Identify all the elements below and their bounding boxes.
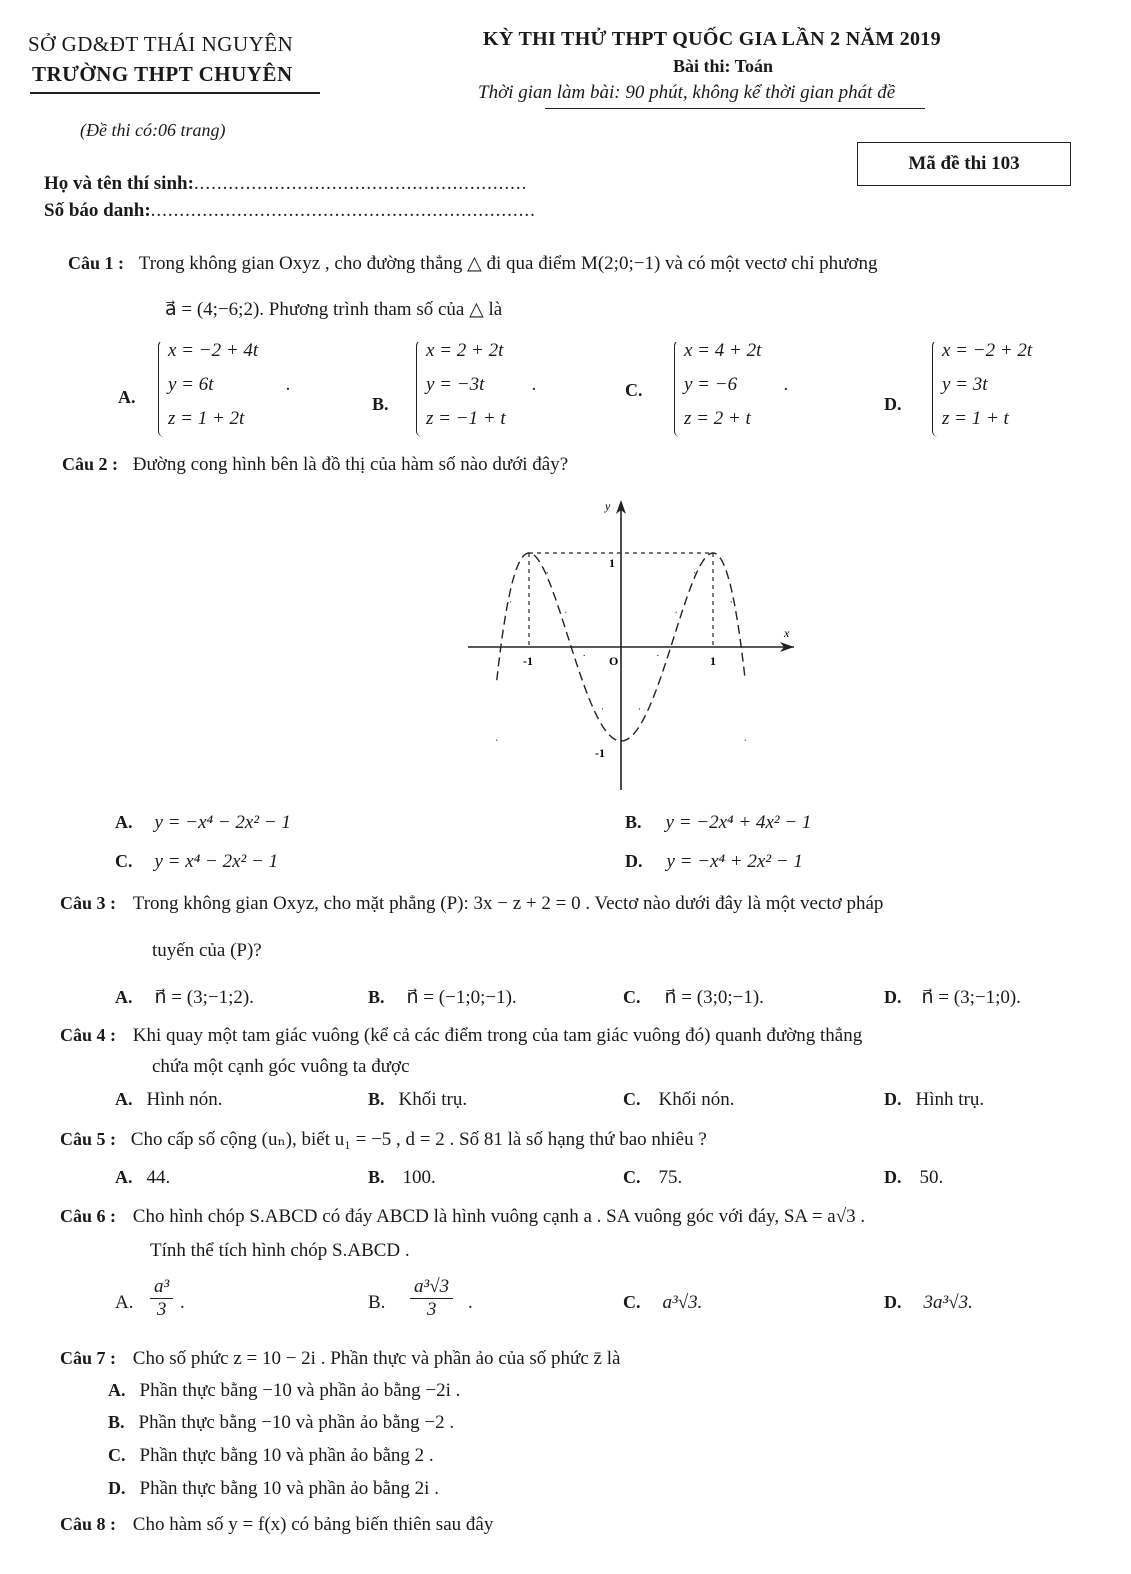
- header-divider-left: [30, 92, 320, 94]
- option-label: B.: [368, 987, 385, 1007]
- fraction-denominator: 3: [426, 1299, 437, 1320]
- option-label: D.: [884, 1167, 902, 1187]
- system-line: y = −6: [684, 374, 738, 395]
- exam-time: Thời gian làm bài: 90 phút, không kể thời gian phát đề: [478, 82, 896, 103]
- y-tick-neg1: -1: [595, 746, 605, 760]
- exam-title: KỲ THI THỬ THPT QUỐC GIA LẦN 2 NĂM 2019: [483, 28, 941, 50]
- school-name: TRƯỜNG THPT CHUYÊN: [32, 62, 293, 86]
- option-text: 50.: [919, 1167, 944, 1188]
- question-4-text-2: chứa một cạnh góc vuông ta được: [152, 1056, 410, 1077]
- option-label: D.: [884, 1089, 902, 1109]
- option-label: C.: [623, 1089, 641, 1109]
- exam-subject: Bài thi: Toán: [673, 56, 774, 76]
- data-point: [510, 601, 511, 602]
- system-line: x = 2 + 2t: [426, 340, 504, 361]
- origin-label: O: [609, 654, 619, 668]
- option-label: B.: [108, 1412, 125, 1432]
- option-text: Phần thực bằng −10 và phần ảo bằng −2i .: [139, 1380, 461, 1401]
- data-point: [496, 740, 497, 741]
- q5-option-a: [115, 1167, 170, 1189]
- q1-option-b-system: [416, 340, 566, 436]
- option-text: Phần thực bằng 10 và phần ảo bằng 2i .: [139, 1478, 439, 1499]
- data-point: [620, 740, 621, 741]
- q1-option-a-system: [158, 340, 308, 436]
- system-line: z = 1 + t: [942, 408, 1009, 429]
- option-label: B.: [368, 1167, 385, 1187]
- option-label: B.: [368, 1089, 385, 1109]
- option-text: 100.: [402, 1167, 436, 1188]
- question-text: Cho hàm số y = f(x) có bảng biến thiên sau đây: [132, 1514, 494, 1535]
- data-point: [565, 612, 566, 613]
- option-label: C.: [623, 1292, 641, 1312]
- question-label: Câu 2 :: [62, 454, 119, 474]
- data-point: [745, 740, 746, 741]
- data-point: [547, 572, 548, 573]
- system-line: x = −2 + 4t: [168, 340, 259, 361]
- system-line: z = 1 + 2t: [168, 408, 245, 429]
- option-text: 44.: [146, 1167, 171, 1188]
- q3-option-b: [368, 986, 517, 1009]
- q6-option-b-fraction: [410, 1276, 453, 1321]
- option-text: n⃗ = (−1;0;−1).: [406, 987, 517, 1008]
- brace: [158, 340, 165, 437]
- x-tick-neg1: -1: [523, 654, 533, 668]
- option-label: A.: [115, 987, 133, 1007]
- q4-option-c: [623, 1089, 735, 1111]
- option-label: A.: [115, 1089, 133, 1109]
- x-tick-1: 1: [710, 654, 716, 668]
- option-text: Khối nón.: [658, 1089, 735, 1110]
- function-graph: [468, 492, 808, 794]
- q6-option-d: [884, 1292, 973, 1314]
- data-point: [639, 708, 640, 709]
- question-text: Cho số phức z = 10 − 2i . Phần thực và phần ảo của số phức z̄ là: [132, 1348, 621, 1369]
- fraction-numerator: a³: [150, 1276, 173, 1299]
- option-text: Phần thực bằng −10 và phần ảo bằng −2 .: [138, 1412, 455, 1433]
- exam-code-box: [857, 142, 1071, 186]
- q2-option-a: [115, 812, 291, 834]
- q1-option-c-system: [674, 340, 824, 436]
- question-text: Trong không gian Oxyz , cho đường thẳng △ đi qua điểm M(2;0;−1) và có một vectơ chỉ phương: [138, 253, 878, 274]
- option-text: 75.: [658, 1167, 683, 1188]
- page-count-note: (Đề thi có:06 trang): [80, 120, 226, 140]
- option-text: n⃗ = (3;−1;2).: [154, 987, 254, 1008]
- question-1: [68, 252, 877, 275]
- option-text: 3a³√3.: [923, 1292, 973, 1313]
- question-5: [60, 1128, 707, 1151]
- system-line: z = 2 + t: [684, 408, 751, 429]
- candidate-number-dots: ...................................................................: [150, 200, 536, 221]
- q1-option-c-label: C.: [625, 380, 643, 400]
- fraction-numerator: a³√3: [410, 1276, 453, 1299]
- y-tick-1: 1: [609, 556, 615, 570]
- data-point: [731, 601, 732, 602]
- question-text: Khi quay một tam giác vuông (kể cả các điểm trong của tam giác vuông đó) quanh đường thẳng: [132, 1025, 863, 1046]
- option-label: C.: [108, 1445, 126, 1465]
- brace: [416, 340, 423, 437]
- q6-option-a-fraction: [150, 1276, 173, 1321]
- candidate-name-field: [44, 173, 527, 195]
- q6-option-a-tail: .: [180, 1292, 185, 1313]
- option-label: A.: [115, 812, 133, 832]
- system-tail: .: [532, 374, 537, 395]
- option-text: Hình nón.: [146, 1089, 223, 1110]
- data-point: [712, 552, 713, 553]
- option-label: D.: [884, 1292, 902, 1312]
- system-tail: .: [286, 374, 291, 395]
- q4-option-b: [368, 1089, 467, 1111]
- option-text: Khối trụ.: [398, 1089, 468, 1110]
- q4-option-d: [884, 1089, 984, 1111]
- q4-option-a: [115, 1089, 223, 1111]
- q2-option-d: [625, 851, 803, 873]
- question-text: Trong không gian Oxyz, cho mặt phẳng (P): 3x − z + 2 = 0 . Vectơ nào dưới đây là một vectơ pháp: [132, 893, 884, 914]
- option-label: C.: [623, 987, 641, 1007]
- question-label: Câu 1 :: [68, 253, 125, 273]
- q6-option-a-label: A.: [115, 1292, 134, 1313]
- question-text: Đường cong hình bên là đồ thị của hàm số nào dưới đây?: [132, 454, 569, 475]
- system-line: z = −1 + t: [426, 408, 506, 429]
- system-line: x = −2 + 2t: [942, 340, 1033, 361]
- option-text: n⃗ = (3;0;−1).: [664, 987, 764, 1008]
- option-text: Phần thực bằng 10 và phần ảo bằng 2 .: [139, 1445, 434, 1466]
- question-label: Câu 4 :: [60, 1025, 117, 1045]
- question-8: [60, 1514, 493, 1536]
- q6-option-c: [623, 1292, 702, 1314]
- q3-option-c: [623, 986, 764, 1009]
- fraction-denominator: 3: [156, 1299, 167, 1320]
- option-text: n⃗ = (3;−1;0).: [921, 987, 1021, 1008]
- option-text: y = x⁴ − 2x² − 1: [154, 851, 279, 872]
- header-divider-right: [545, 108, 925, 109]
- q7-option-b: [108, 1412, 454, 1434]
- system-line: x = 4 + 2t: [684, 340, 762, 361]
- q1-option-b-label: B.: [372, 394, 389, 414]
- question-6: [60, 1206, 865, 1228]
- system-line: y = 3t: [942, 374, 988, 395]
- data-point: [694, 572, 695, 573]
- q5-option-c: [623, 1167, 682, 1189]
- question-text: Cho cấp số cộng (uₙ), biết u₁ = −5 , d = 2 . Số 81 là số hạng thứ bao nhiêu ?: [130, 1129, 707, 1150]
- question-label: Câu 3 :: [60, 893, 117, 913]
- question-label: Câu 7 :: [60, 1348, 117, 1368]
- system-line: y = 6t: [168, 374, 214, 395]
- q6-option-b-label: B.: [368, 1292, 386, 1313]
- option-label: A.: [108, 1380, 126, 1400]
- q3-option-a: [115, 986, 254, 1009]
- option-text: y = −x⁴ − 2x² − 1: [154, 812, 291, 833]
- brace: [674, 340, 681, 437]
- question-label: Câu 6 :: [60, 1206, 117, 1226]
- data-point: [676, 612, 677, 613]
- q1-option-d-label: D.: [884, 394, 902, 414]
- candidate-number-field: [44, 200, 536, 222]
- option-label: C.: [623, 1167, 641, 1187]
- option-label: C.: [115, 851, 133, 871]
- q5-option-b: [368, 1167, 436, 1189]
- option-text: y = −x⁴ + 2x² − 1: [666, 851, 803, 872]
- q1-option-a-label: A.: [118, 387, 136, 407]
- option-label: D.: [108, 1478, 126, 1498]
- x-axis-label: x: [784, 626, 790, 640]
- data-point: [657, 655, 658, 656]
- question-6-text-2: Tính thể tích hình chóp S.ABCD .: [150, 1240, 410, 1261]
- graph-axes: [468, 500, 794, 790]
- question-3: [60, 893, 883, 915]
- q5-option-d: [884, 1167, 943, 1189]
- candidate-name-label: Họ và tên thí sinh:: [44, 173, 194, 194]
- y-axis-label: y: [605, 499, 611, 513]
- q7-option-c: [108, 1445, 434, 1467]
- q7-option-a: [108, 1380, 460, 1402]
- candidate-name-dots: ..........................................................: [193, 173, 528, 194]
- question-1-text-2: a⃗ = (4;−6;2). Phương trình tham số của △ là: [165, 299, 503, 320]
- q2-option-c: [115, 851, 278, 873]
- question-text: Cho hình chóp S.ABCD có đáy ABCD là hình vuông cạnh a . SA vuông góc với đáy, SA = a√3 .: [132, 1206, 866, 1227]
- data-point: [528, 552, 529, 553]
- q6-option-b-tail: .: [468, 1292, 473, 1313]
- system-line: y = −3t: [426, 374, 485, 395]
- question-3-text-2: tuyến của (P)?: [152, 940, 262, 961]
- option-label: D.: [625, 851, 643, 871]
- question-4: [60, 1025, 862, 1047]
- brace: [932, 340, 939, 437]
- q7-option-d: [108, 1478, 439, 1500]
- question-label: Câu 8 :: [60, 1514, 117, 1534]
- option-text: y = −2x⁴ + 4x² − 1: [665, 812, 812, 833]
- q2-option-b: [625, 812, 811, 834]
- option-label: A.: [115, 1167, 133, 1187]
- question-7: [60, 1348, 620, 1370]
- option-text: Hình trụ.: [915, 1089, 985, 1110]
- exam-code: Mã đề thi 103: [908, 153, 1020, 174]
- option-label: D.: [884, 987, 902, 1007]
- data-point: [584, 655, 585, 656]
- department-name: SỞ GD&ĐT THÁI NGUYÊN: [28, 32, 294, 56]
- system-tail: .: [784, 374, 789, 395]
- question-label: Câu 5 :: [60, 1129, 117, 1149]
- data-point: [602, 708, 603, 709]
- option-text: a³√3.: [662, 1292, 703, 1313]
- q3-option-d: [884, 986, 1021, 1009]
- q1-option-d-system: [932, 340, 1082, 436]
- question-2: [62, 454, 568, 476]
- candidate-number-label: Số báo danh:: [44, 200, 151, 221]
- option-label: B.: [625, 812, 642, 832]
